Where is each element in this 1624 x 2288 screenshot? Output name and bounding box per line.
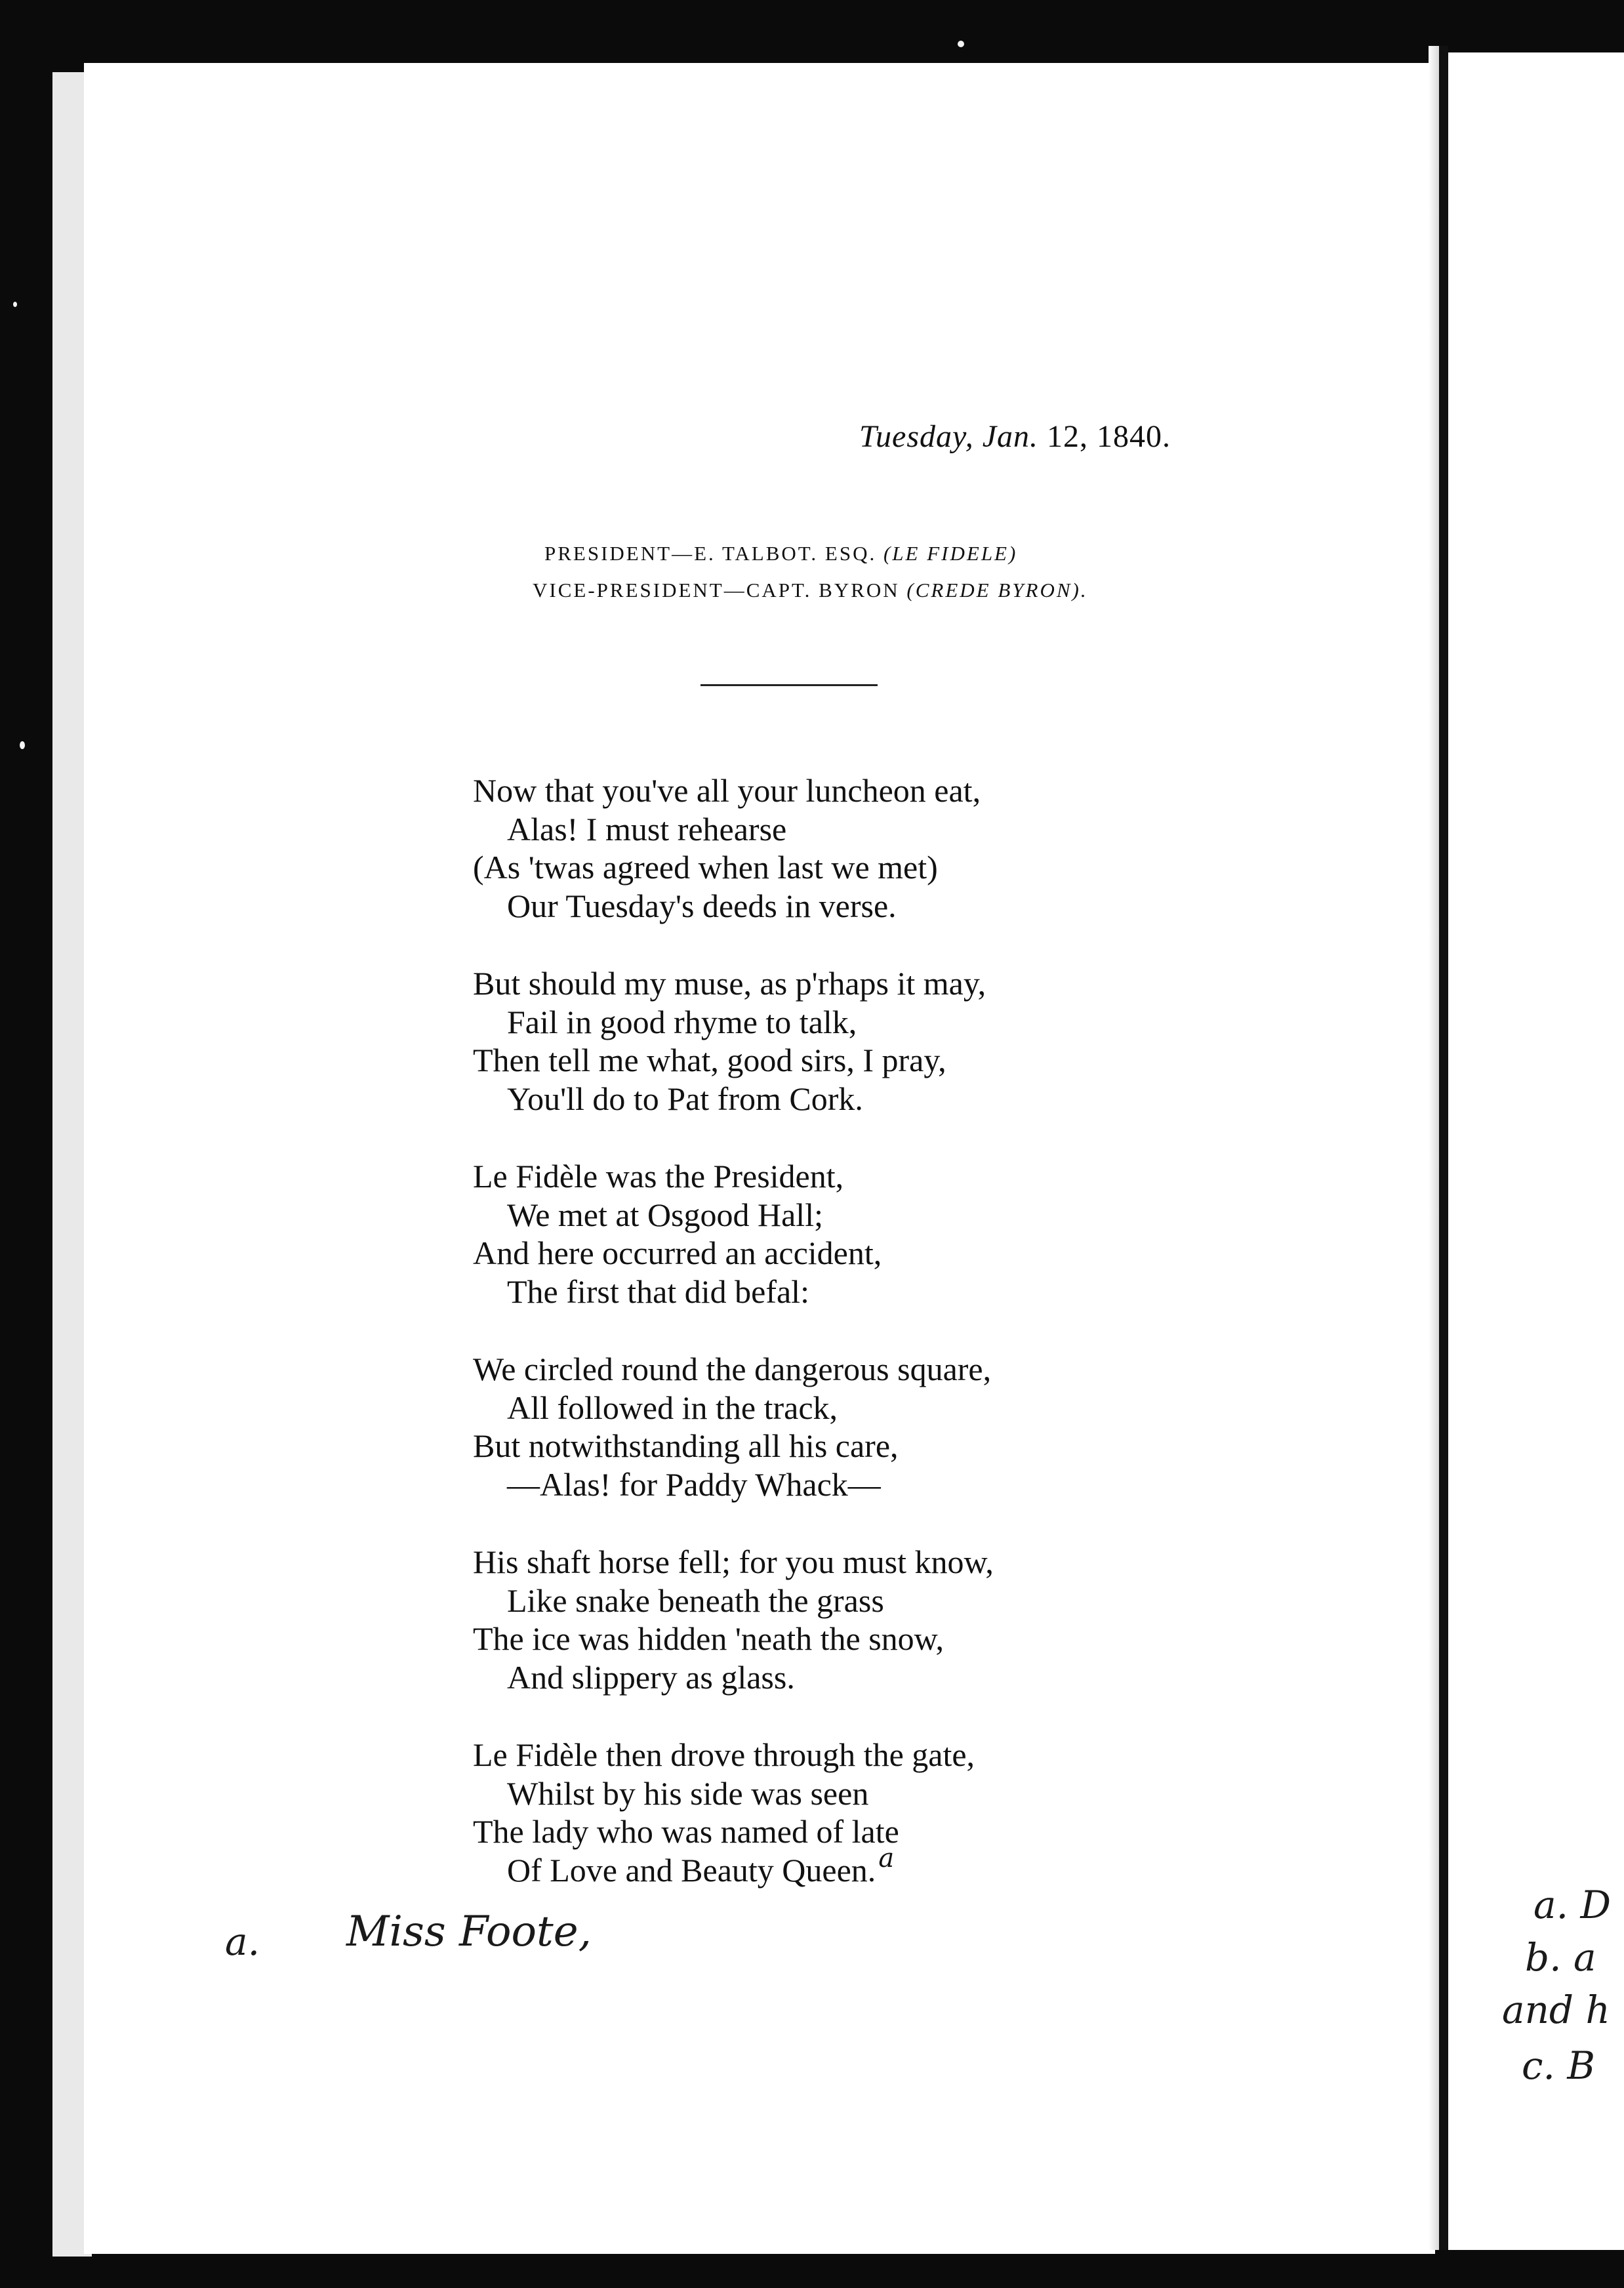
poem-line: All followed in the track, bbox=[507, 1389, 838, 1426]
adjacent-note: and h bbox=[1502, 1988, 1610, 2032]
dust-speck bbox=[13, 302, 17, 307]
poem-line: But should my muse, as p'rhaps it may, bbox=[473, 965, 986, 1002]
divider-rule bbox=[700, 684, 878, 686]
footnote-mark: a bbox=[878, 1843, 895, 1873]
stanza-6 bbox=[473, 1736, 1260, 1889]
book-spine bbox=[1439, 46, 1448, 2250]
poem-line: We circled round the dangerous square, bbox=[473, 1351, 992, 1387]
poem-line: Le Fidèle then drove through the gate, bbox=[473, 1736, 975, 1773]
poem-line: The lady who was named of late bbox=[473, 1813, 899, 1850]
poem-line-text: Of Love and Beauty Queen. bbox=[507, 1851, 876, 1889]
stanza-2 bbox=[473, 964, 1260, 1118]
stanza-4 bbox=[473, 1350, 1260, 1503]
poem-line: But notwithstanding all his care, bbox=[473, 1427, 899, 1464]
date-rest: 12, 1840. bbox=[1047, 419, 1171, 454]
poem-line: Alas! I must rehearse bbox=[507, 810, 787, 848]
date-day: Tuesday, bbox=[859, 419, 974, 454]
poem-line: We met at Osgood Hall; bbox=[507, 1196, 823, 1233]
poem-line: Like snake beneath the grass bbox=[507, 1582, 884, 1619]
stanza-3 bbox=[473, 1157, 1260, 1311]
adjacent-note: a. D bbox=[1533, 1883, 1611, 1927]
handwritten-footnote: Miss Foote, bbox=[346, 1908, 592, 1956]
poem-line: Fail in good rhyme to talk, bbox=[507, 1003, 857, 1040]
poem-line: Whilst by his side was seen bbox=[507, 1774, 869, 1812]
dust-speck bbox=[20, 741, 25, 749]
poem-line: —Alas! for Paddy Whack— bbox=[507, 1465, 881, 1503]
poem-line: Le Fidèle was the President, bbox=[473, 1158, 844, 1195]
president-motto: (LE FIDELE) bbox=[883, 542, 1018, 565]
adjacent-note: b. a bbox=[1525, 1935, 1596, 1980]
poem-line: Then tell me what, good sirs, I pray, bbox=[473, 1042, 946, 1078]
poem-line: And slippery as glass. bbox=[507, 1658, 795, 1696]
date-month: Jan. bbox=[982, 419, 1038, 454]
poem-line: The ice was hidden 'neath the snow, bbox=[473, 1620, 944, 1657]
vice-president-line bbox=[533, 579, 1088, 602]
vice-president-name: VICE-PRESIDENT—CAPT. BYRON bbox=[533, 579, 900, 602]
poem-line: You'll do to Pat from Cork. bbox=[507, 1080, 863, 1117]
poem bbox=[473, 771, 1260, 1929]
page-date bbox=[859, 419, 1171, 455]
poem-line: Now that you've all your luncheon eat, bbox=[473, 772, 981, 809]
stanza-5 bbox=[473, 1543, 1260, 1696]
book-page bbox=[84, 63, 1435, 2254]
president-name: PRESIDENT—E. TALBOT. ESQ. bbox=[544, 542, 877, 565]
poem-line: Our Tuesday's deeds in verse. bbox=[507, 887, 897, 924]
adjacent-note: c. B bbox=[1522, 2043, 1595, 2088]
poem-line bbox=[473, 1843, 1260, 1890]
poem-line: And here occurred an accident, bbox=[473, 1235, 882, 1271]
poem-line: The first that did befal: bbox=[507, 1273, 809, 1310]
spine-shadow bbox=[1429, 46, 1439, 2250]
handwritten-footnote-letter: a. bbox=[225, 1919, 260, 1964]
stanza-1 bbox=[473, 771, 1260, 925]
dust-speck bbox=[958, 41, 964, 47]
president-line bbox=[544, 542, 1017, 565]
poem-line: (As 'twas agreed when last we met) bbox=[473, 849, 938, 886]
poem-line: His shaft horse fell; for you must know, bbox=[473, 1543, 994, 1580]
vice-president-motto: (CREDE BYRON). bbox=[906, 579, 1088, 602]
